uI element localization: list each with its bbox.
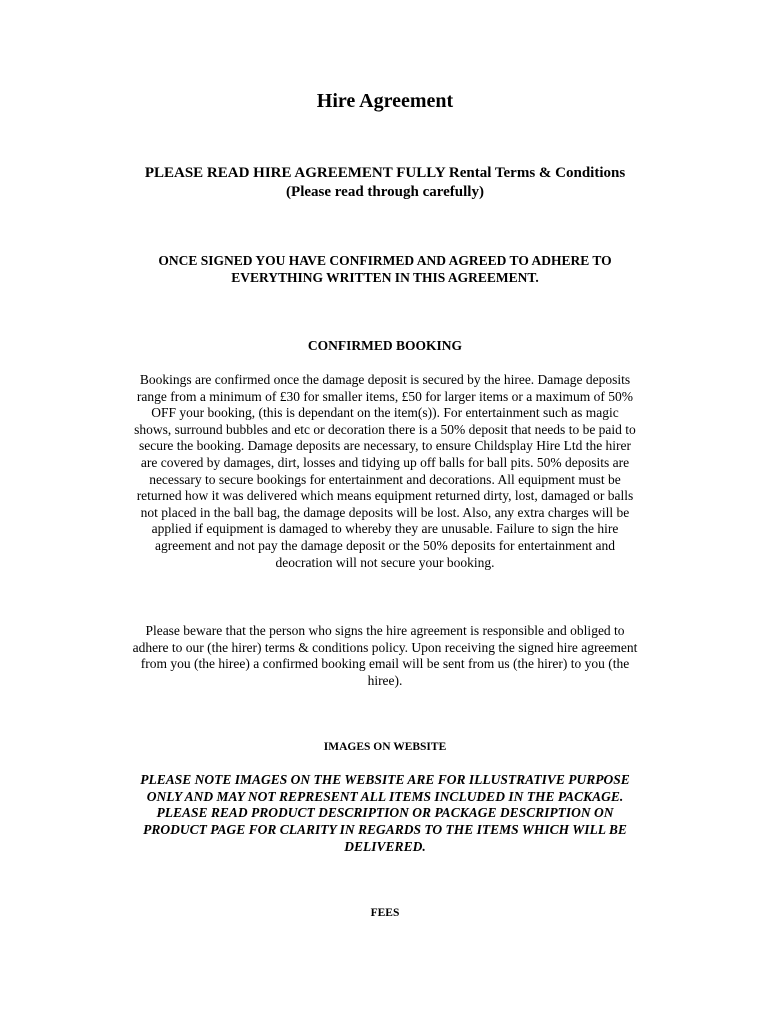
paragraph-line: are covered by damages, dirt, losses and tidying up off balls for ball pits. 50% deposits are [140, 454, 630, 470]
images-note [100, 772, 670, 856]
read-agreement-heading [86, 164, 684, 202]
paragraph-line: shows, surround bubbles and etc or decoration there is a 50% deposit that needs to be paid to [134, 421, 636, 437]
images-on-website-heading: IMAGES ON WEBSITE [323, 741, 447, 753]
beware-paragraph [92, 623, 678, 689]
signed-confirmation-notice [94, 252, 676, 286]
note-line: PRODUCT PAGE FOR CLARITY IN REGARDS TO THE ITEMS WHICH WILL BE [143, 822, 627, 838]
confirmed-booking-paragraph [92, 372, 678, 571]
paragraph-line: range from a minimum of £30 for smaller items, £50 for larger items or a maximum of 50% [136, 388, 634, 404]
paragraph-line: deocration will not secure your booking. [275, 554, 495, 570]
confirmed-booking-heading: CONFIRMED BOOKING [307, 338, 463, 353]
note-line: ONLY AND MAY NOT REPRESENT ALL ITEMS INCLUDED IN THE PACKAGE. [146, 788, 624, 804]
read-agreement-heading-line: (Please read through carefully) [286, 184, 484, 200]
paragraph-line: secure the booking. Damage deposits are necessary, to ensure Childsplay Hire Ltd the hirer [138, 438, 632, 454]
note-line: DELIVERED. [344, 838, 426, 854]
note-line: PLEASE NOTE IMAGES ON THE WEBSITE ARE FOR ILLUSTRATIVE PURPOSE [140, 772, 630, 787]
paragraph-line: not placed in the ball bag, the damage deposits will be lost. Also, any extra charges will be [140, 504, 630, 520]
note-line: PLEASE READ PRODUCT DESCRIPTION OR PACKAGE DESCRIPTION ON [156, 805, 614, 821]
notice-line: ONCE SIGNED YOU HAVE CONFIRMED AND AGREED TO ADHERE TO [158, 253, 612, 268]
notice-line: EVERYTHING WRITTEN IN THIS AGREEMENT. [231, 270, 539, 285]
paragraph-line: applied if equipment is damaged to whereby they are unusable. Failure to sign the hire [151, 521, 619, 537]
paragraph-line: returned how it was delivered which means equipment returned dirty, lost, damaged or balls [136, 488, 634, 504]
fees-heading: FEES [370, 907, 400, 919]
paragraph-line: hiree). [367, 672, 403, 688]
paragraph-line: agreement and not pay the damage deposit or the 50% deposits for entertainment and [155, 537, 615, 553]
paragraph-line: necessary to secure bookings for entertainment and decorations. All equipment must be [149, 471, 621, 487]
document-title: Hire Agreement [316, 90, 454, 112]
read-agreement-heading-line: PLEASE READ HIRE AGREEMENT FULLY Rental Terms & Conditions [144, 165, 626, 181]
paragraph-line: from you (the hiree) a confirmed booking email will be sent from us (the hirer) to you (the [140, 656, 630, 672]
paragraph-line: adhere to our (the hirer) terms & conditions policy. Upon receiving the signed hire agreement [132, 639, 638, 655]
paragraph-line: OFF your booking, (this is dependant on the item(s)). For entertainment such as magic [151, 405, 619, 421]
paragraph-line: Please beware that the person who signs the hire agreement is responsible and obliged to [145, 623, 625, 638]
paragraph-line: Bookings are confirmed once the damage deposit is secured by the hiree. Damage deposits [139, 372, 631, 387]
